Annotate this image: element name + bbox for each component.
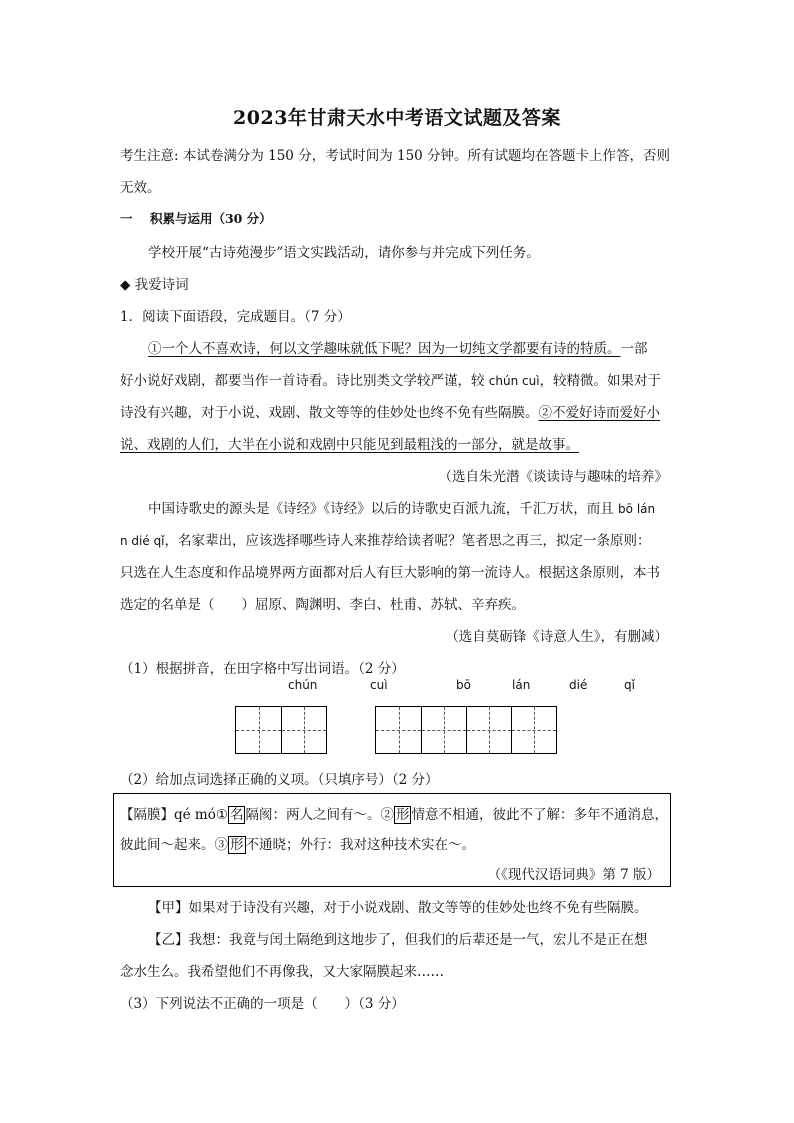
pinyin-dieqi: n dié qǐ bbox=[120, 534, 165, 548]
notice-line-2: 无效。 bbox=[120, 180, 161, 196]
passage2-line-3: 只选在人生态度和作品境界两方面都对后人有巨大影响的第一流诗人。根据这条原则，本书 bbox=[120, 565, 660, 581]
dictionary-line-2: 彼此间～起来。③ 形 不通晓；外行：我对这种技术实在～。 bbox=[120, 837, 475, 853]
task-heading: ◆ 我爱诗词 bbox=[120, 277, 189, 293]
sub-question-2: （2）给加点词选择正确的义项。（只填序号）（2 分） bbox=[120, 772, 439, 788]
passage2-line-1: 中国诗歌史的源头是《诗经》《诗经》以后的诗歌史百派九流，千汇万状，而且 bō lán bbox=[148, 501, 656, 517]
tianzige-cell[interactable] bbox=[511, 707, 556, 753]
example-yi-line-2: 念水生么。我希望他们不再像我，又大家隔膜起来…… bbox=[120, 964, 444, 980]
example-jia: 【甲】如果对于诗没有兴趣，对于小说戏剧、散文等等的佳妙处也终不免有些隔膜。 bbox=[148, 900, 648, 916]
pinyin-bolan: bō lán bbox=[618, 502, 656, 516]
passage1-line-4 bbox=[120, 433, 579, 453]
passage1-line-2: 好小说好戏剧，都要当作一首诗看。诗比别类文学较严谨，较 chún cuì，较精微。如果对于 bbox=[120, 373, 662, 389]
sub-question-1: （1）根据拼音，在田字格中写出词语。（2 分） bbox=[120, 661, 405, 677]
pinyin-label-chun: chún bbox=[288, 678, 318, 692]
tianzige-cell[interactable] bbox=[236, 707, 281, 753]
tianzige-cell[interactable] bbox=[376, 707, 421, 753]
pinyin-label-cui: cuì bbox=[370, 678, 388, 692]
section-title: 积累与运用（30 分） bbox=[149, 211, 272, 226]
tianzige-cell[interactable] bbox=[281, 707, 326, 753]
question-1-stem: 1．阅读下面语段，完成题目。（7 分） bbox=[120, 309, 351, 325]
pinyin-label-lan: lán bbox=[512, 678, 531, 692]
pos-tag-noun: 名 bbox=[229, 807, 244, 823]
dictionary-line-1: 【隔膜】qé mó① 名 隔阂：两人之间有～。② 形 情意不相通，彼此不了解：多年不通消息， bbox=[120, 807, 668, 823]
tianzige-cell[interactable] bbox=[466, 707, 511, 753]
underlined-sentence-1: ①一个人不喜欢诗，何以文学趣味就低下呢？因为一切纯文学都要有诗的特质。 bbox=[148, 341, 621, 357]
passage2-line-2: n dié qǐ，名家辈出，应该选择哪些诗人来推荐给读者呢？笔者思之再三，拟定一条原则： bbox=[120, 533, 651, 549]
pos-tag-adjective: 形 bbox=[230, 837, 244, 853]
section-number: 一 bbox=[120, 211, 133, 226]
source-zhu-guangqian: （选自朱光潜《谈读诗与趣味的培养》 bbox=[438, 469, 668, 485]
activity-intro: 学校开展“古诗苑漫步”语文实践活动，请你参与并完成下列任务。 bbox=[148, 245, 540, 261]
example-yi-line-1: 【乙】我想：我竟与闰土隔绝到这地步了，但我们的后辈还是一气，宏儿不是正在想 bbox=[148, 932, 648, 948]
tianzige-grid-bolandieqi bbox=[375, 706, 557, 754]
underlined-sentence-2a: ②不爱好诗而爱好小 bbox=[538, 405, 660, 421]
pinyin-label-bo: bō bbox=[456, 678, 471, 692]
pinyin-label-die: dié bbox=[569, 678, 588, 692]
pinyin-label-qi: qǐ bbox=[624, 678, 635, 692]
underlined-sentence-2b: 说、戏剧的人们，大半在小说和戏剧中只能见到最粗浅的一部分，就是故事。 bbox=[120, 437, 579, 453]
page-title: 2023年甘肃天水中考语文试题及答案 bbox=[233, 107, 561, 129]
passage1-line-1: ①一个人不喜欢诗，何以文学趣味就低下呢？因为一切纯文学都要有诗的特质。一部 bbox=[148, 341, 648, 357]
section-heading bbox=[120, 209, 272, 227]
source-mo-lifeng: （选自莫砺锋《诗意人生》，有删减） bbox=[445, 629, 668, 645]
pos-tag-adjective: 形 bbox=[395, 807, 410, 823]
pinyin-chuncui: chún cuì bbox=[488, 374, 540, 388]
notice-line-1: 考生注意: 本试卷满分为 150 分，考试时间为 150 分钟。所有试题均在答题卡上作答，否则 bbox=[120, 148, 671, 164]
tianzige-grid-chuncui bbox=[235, 706, 327, 754]
passage2-line-4: 选定的名单是（ ）屈原、陶渊明、李白、杜甫、苏轼、辛弃疾。 bbox=[120, 597, 525, 613]
dictionary-source: （《现代汉语词典》第 7 版） bbox=[487, 867, 660, 883]
passage1-line-3: 诗没有兴趣，对于小说、戏剧、散文等等的佳妙处也终不免有些隔膜。②不爱好诗而爱好小 bbox=[120, 405, 660, 421]
tianzige-cell[interactable] bbox=[421, 707, 466, 753]
sub-question-3: （3）下列说法不正确的一项是（ ）（3 分） bbox=[120, 996, 405, 1012]
